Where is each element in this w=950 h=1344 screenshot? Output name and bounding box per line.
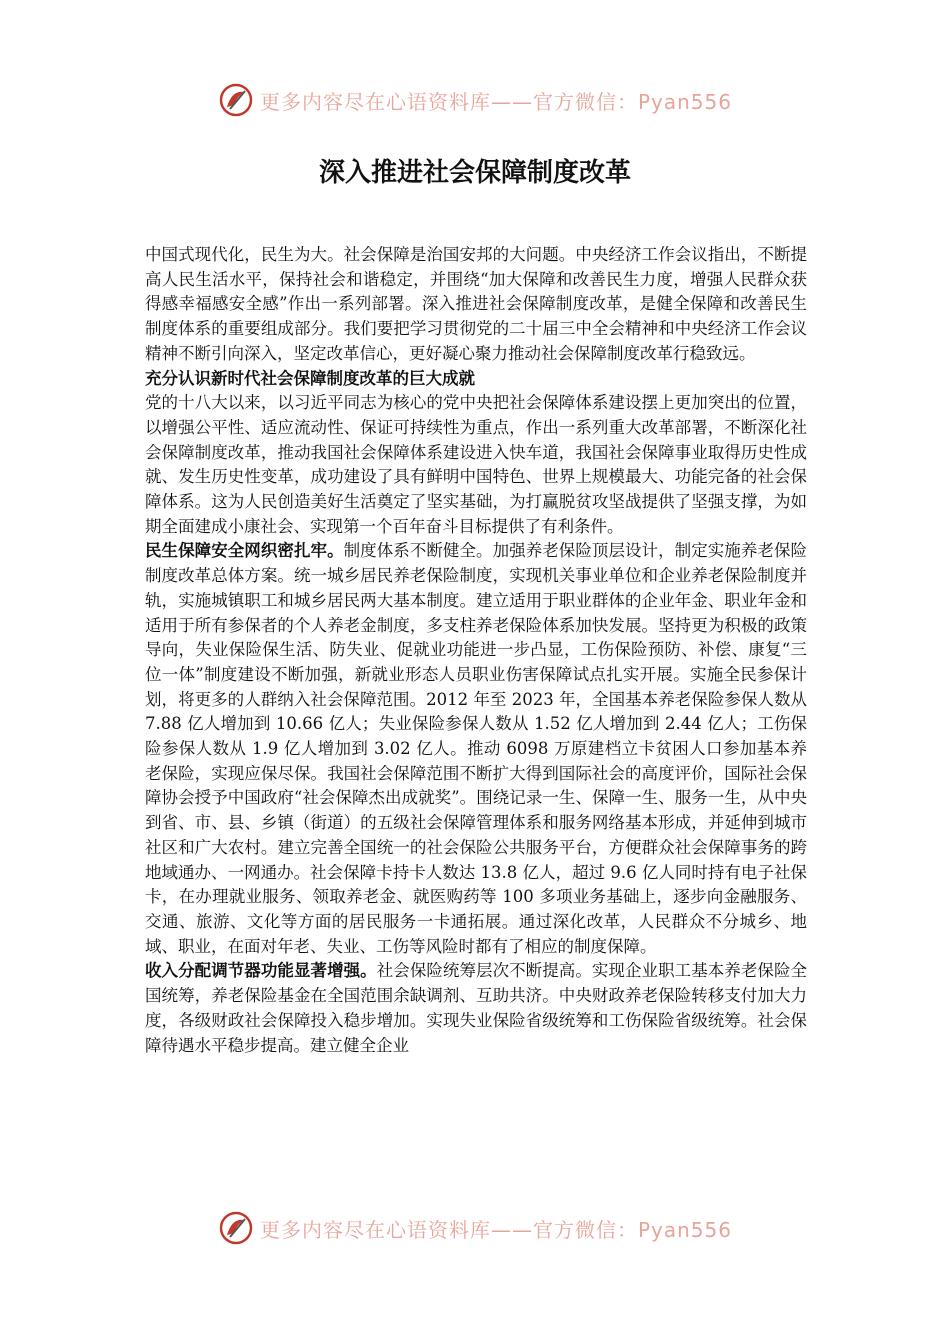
header-banner bbox=[0, 80, 950, 120]
paragraph-income bbox=[145, 959, 807, 1058]
paragraph-body: 制度体系不断健全。加强养老保险顶层设计，制定实施养老保险制度改革总体方案。统一城乡居民养老保险制度，实现机关事业单位和企业养老保险制度并轨，实施城镇职工和城乡居民两大基本制度。建立适用于职业群体的企业年金、职业年金和适用于所有参保者的个人养老金制度，多支柱养老保险体系加快发展。坚持更为积极的政策导向，失业保险保生活、防失业、促就业功能进一步凸显，工伤保险预防、补偿、康复“三位一体”制度建设不断加强，新就业形态人员职业伤害保障试点扎实开展。实施全民参保计划，将更多的人群纳入社会保障范围。2012 年至 2023 年，全国基本养老保险参保人数从 7.88 亿人增加到 10.66 亿人；失业保险参保人数从 1.52 亿人增加到 2.44 亿人；工伤保险参保人数从 1.9 亿人增加到 3.02 亿人。推动 6098 万原建档立卡贫困人口参加基本养老保险，实现应保尽保。我国社会保障范围不断扩大得到国际社会的高度评价，国际社会保障协会授予中国政府“社会保障杰出成就奖”。围绕记录一生、保障一生、服务一生，从中央到省、市、县、乡镇（街道）的五级社会保障管理体系和服务网络基本形成，并延伸到城市社区和广大农村。建立完善全国统一的社会保险公共服务平台，方便群众社会保障事务的跨地域通办、一网通办。社会保障卡持卡人数达 13.8 亿人，超过 9.6 亿人同时持有电子社保卡，在办理就业服务、领取养老金、就医购药等 100 多项业务基础上，逐步向金融服务、交通、旅游、文化等方面的居民服务一卡通拓展。通过深化改革，人民群众不分城乡、地域、职业，在面对年老、失业、工伤等风险时都有了相应的制度保障。 bbox=[145, 541, 808, 956]
logo-icon bbox=[218, 1210, 254, 1246]
document-body bbox=[145, 243, 807, 1058]
section-paragraph: 党的十八大以来，以习近平同志为核心的党中央把社会保障体系建设摆上更加突出的位置，以增强公平性、适应流动性、保证可持续性为重点，作出一系列重大改革部署，不断深化社会保障制度改革，推动我国社会保障体系建设进入快车道，我国社会保障事业取得历史性成就、发生历史性变革，成功建设了具有鲜明中国特色、世界上规模最大、功能完备的社会保障体系。这为人民创造美好生活奠定了坚实基础，为打赢脱贫攻坚战提供了坚强支撑，为如期全面建成小康社会、实现第一个百年奋斗目标提供了有利条件。 bbox=[145, 393, 807, 536]
intro-paragraph: 中国式现代化，民生为大。社会保障是治国安邦的大问题。中央经济工作会议指出，不断提高人民生活水平，保持社会和谐稳定，并围绕“加大保障和改善民生力度，增强人民群众获得感幸福感安全感”作出一系列部署。深入推进社会保障制度改革，是健全保障和改善民生制度体系的重要组成部分。我们要把学习贯彻党的二十届三中全会精神和中央经济工作会议精神不断引向深入，坚定改革信心，更好凝心聚力推动社会保障制度改革行稳致远。 bbox=[145, 245, 807, 363]
header-banner-text: 更多内容尽在心语资料库——官方微信：Pyan556 bbox=[259, 89, 732, 114]
paragraph-lead: 民生保障安全网织密扎牢。 bbox=[145, 541, 344, 561]
document-title: 深入推进社会保障制度改革 bbox=[318, 158, 631, 188]
footer-banner-text: 更多内容尽在心语资料库——官方微信：Pyan556 bbox=[259, 1217, 732, 1242]
paragraph-body: 社会保险统筹层次不断提高。实现企业职工基本养老保险全国统筹，养老保险基金在全国范围余缺调剂、互助共济。中央财政养老保险转移支付加大力度，各级财政社会保障投入稳步增加。实现失业保险省级统筹和工伤保险省级统筹。社会保障待遇水平稳步提高。建立健全企业 bbox=[145, 961, 808, 1055]
paragraph-lead: 收入分配调节器功能显著增强。 bbox=[145, 961, 377, 981]
section-heading: 充分认识新时代社会保障制度改革的巨大成就 bbox=[145, 368, 475, 388]
footer-banner bbox=[0, 1208, 950, 1248]
paragraph-livelihood bbox=[145, 539, 807, 959]
logo-icon bbox=[218, 82, 254, 118]
